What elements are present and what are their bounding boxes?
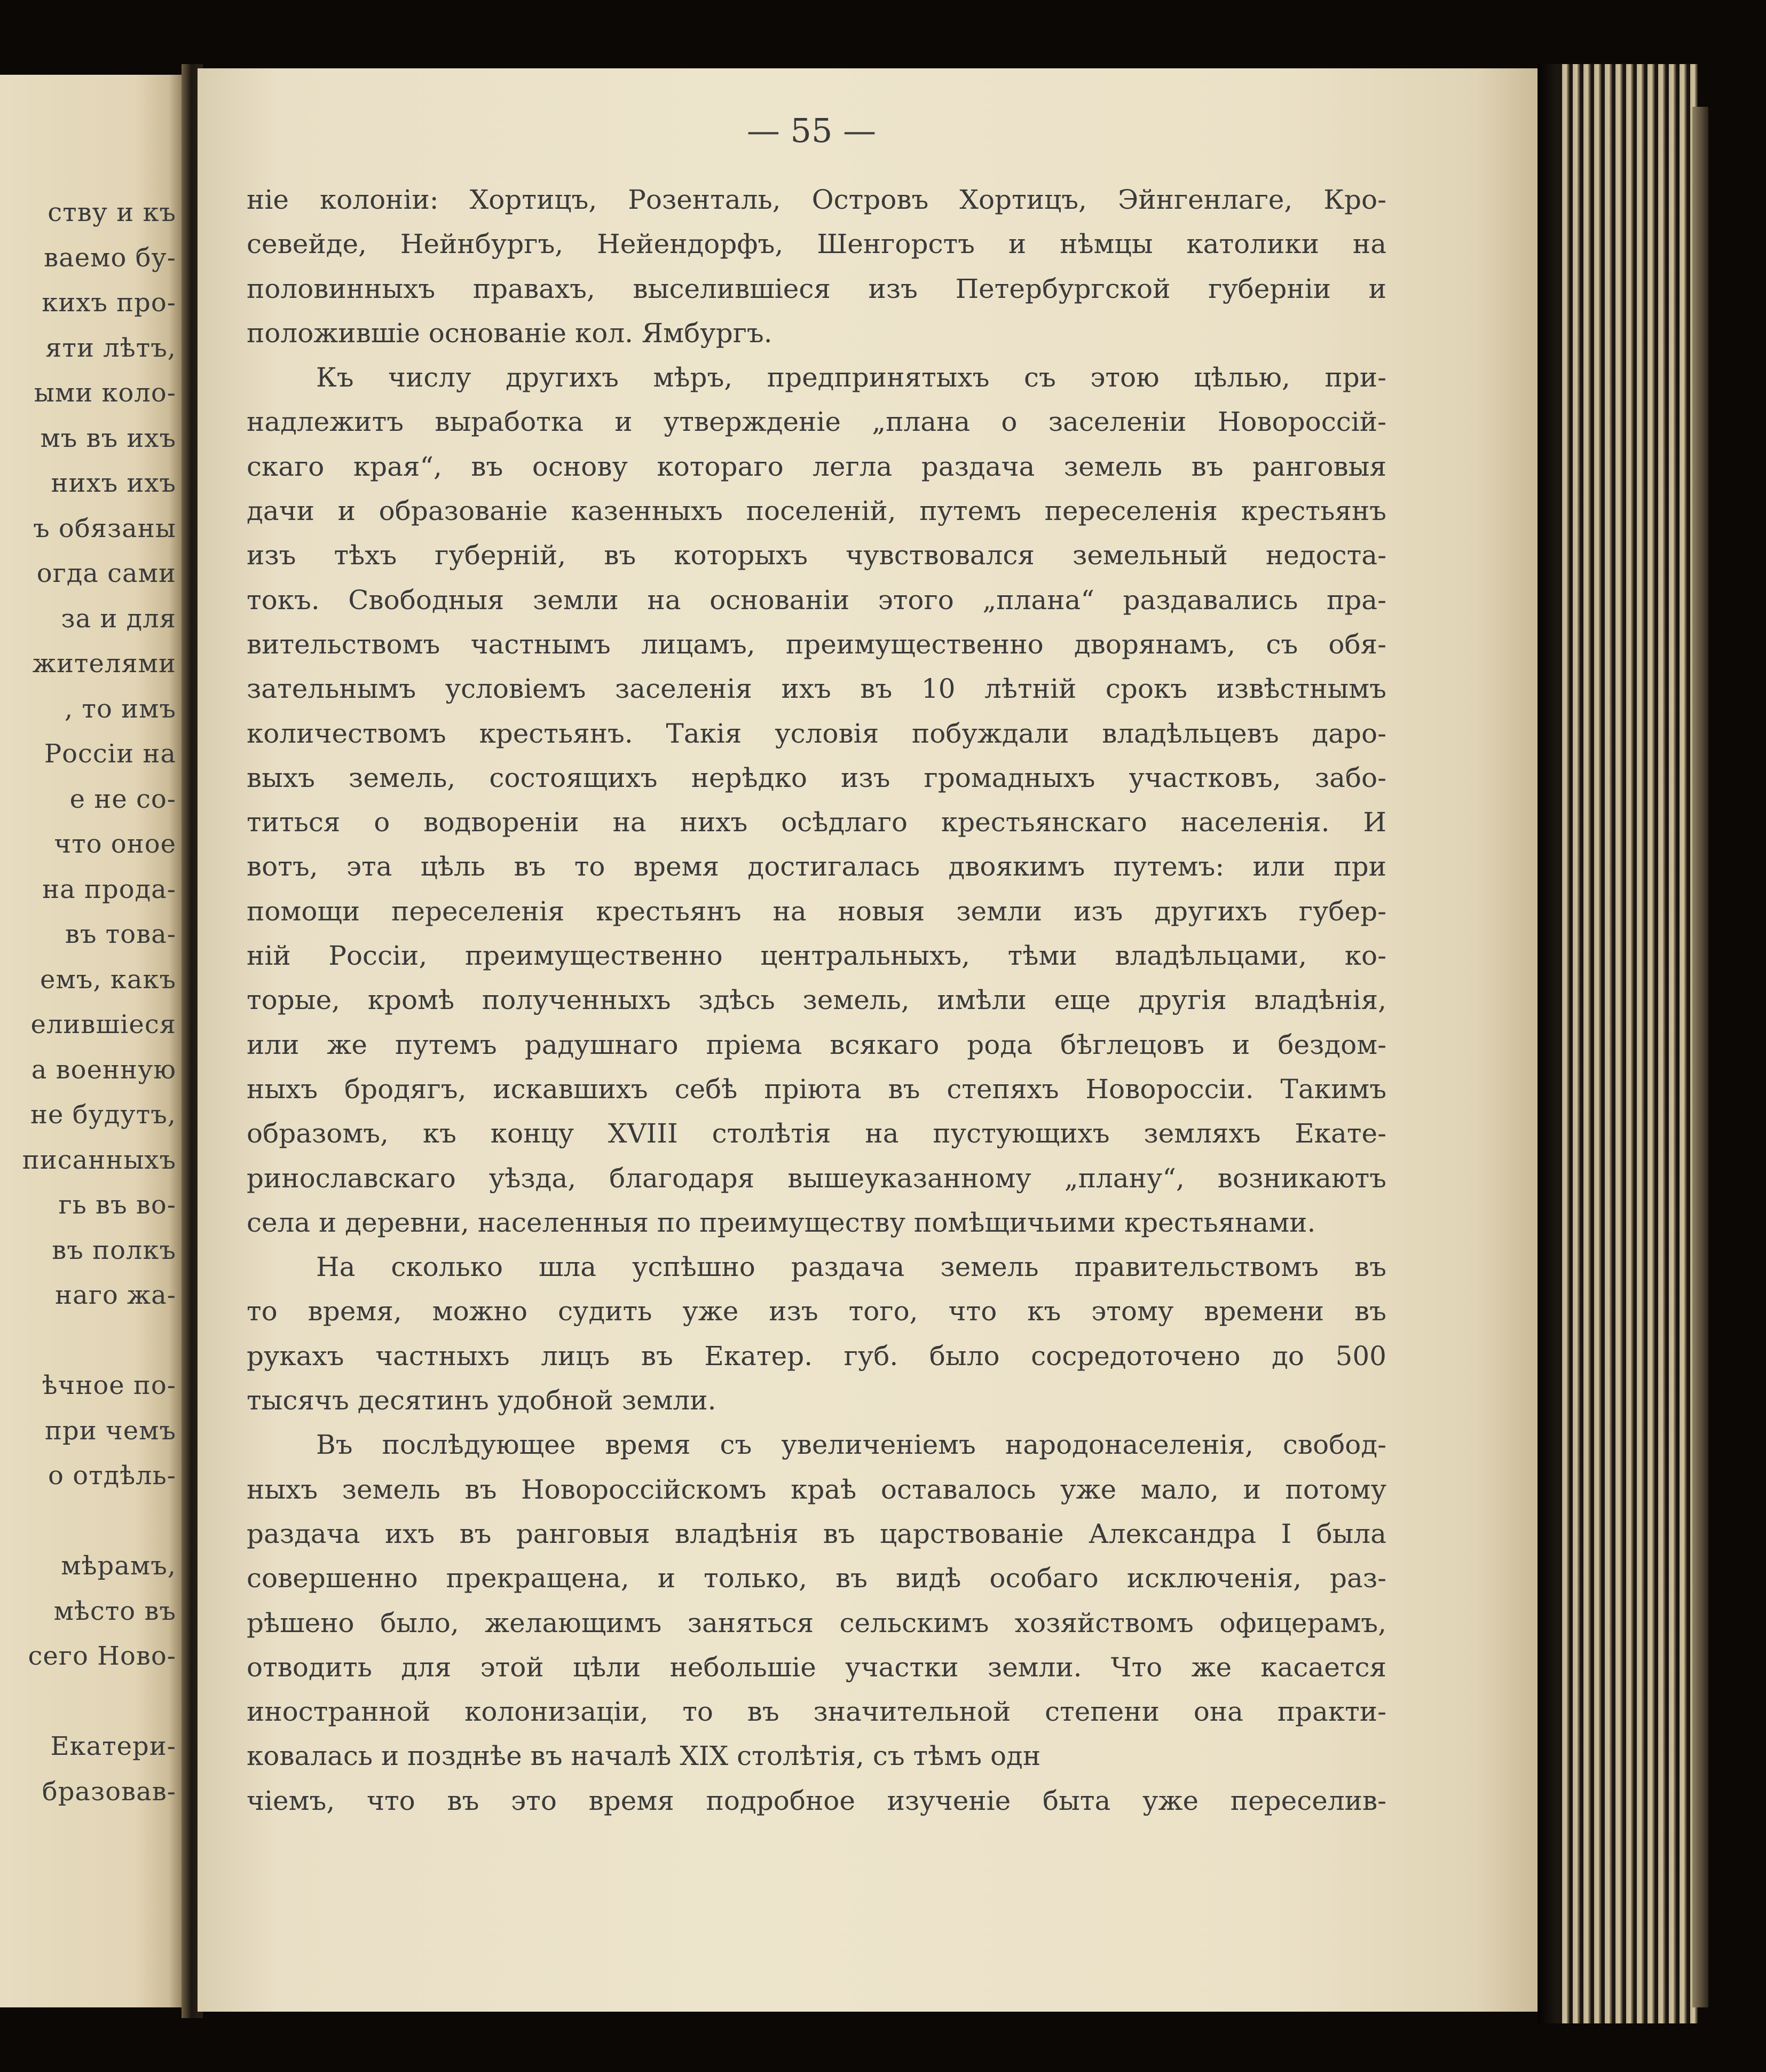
text-line: то время, можно судить уже изъ того, что къ этому времени въ bbox=[247, 1296, 1386, 1327]
text-line: выхъ земель, состоящихъ нерѣдко изъ громадныхъ участковъ, забо- bbox=[247, 762, 1386, 793]
text-line: половинныхъ правахъ, выселившіеся изъ Петербургской губерніи и bbox=[247, 273, 1386, 304]
text-line: иностранной колонизаціи, то въ значительной степени она практи- bbox=[247, 1696, 1386, 1728]
left-page-line: сего Ново- bbox=[28, 1641, 176, 1671]
text-line: токъ. Свободныя земли на основаніи этого „плана“ раздавались пра- bbox=[247, 584, 1386, 616]
left-page-line: а военную bbox=[31, 1054, 176, 1085]
left-page-line: елившіеся bbox=[30, 1010, 176, 1039]
left-page-line: мѣрамъ, bbox=[61, 1551, 176, 1581]
text-line: помощи переселенія крестьянъ на новыя земли изъ другихъ губер- bbox=[247, 895, 1386, 927]
text-line: ніе колоніи: Хортицъ, Розенталь, Островъ Хортицъ, Эйнгенлаге, Кро- bbox=[247, 184, 1386, 215]
text-line: скаго края“, въ основу котораго легла раздача земель въ ранговыя bbox=[247, 451, 1386, 482]
left-page-line: въ това- bbox=[65, 919, 176, 949]
main-page bbox=[198, 68, 1543, 2012]
text-line: рѣшено было, желающимъ заняться сельскимъ хозяйствомъ офицерамъ, bbox=[247, 1607, 1386, 1638]
text-line: дачи и образованіе казенныхъ поселеній, путемъ переселенія крестьянъ bbox=[247, 495, 1386, 527]
left-page-line: за и для bbox=[61, 603, 176, 634]
text-line: совершенно прекращена, и только, въ видѣ особаго исключенія, раз- bbox=[247, 1563, 1386, 1594]
text-line: ринославскаго уѣзда, благодаря вышеуказанному „плану“, возникаютъ bbox=[247, 1162, 1386, 1194]
left-page-line: ыми коло- bbox=[34, 378, 176, 408]
text-line: ковалась и позднѣе въ началѣ XIX столѣтія, съ тѣмъ одн bbox=[247, 1740, 1041, 1772]
left-page-line: огда сами bbox=[36, 558, 176, 588]
left-page-line: Россіи на bbox=[44, 739, 176, 769]
left-page-line: е не со- bbox=[69, 784, 176, 814]
text-line: раздача ихъ въ ранговыя владѣнія въ царствованіе Александра I была bbox=[247, 1518, 1386, 1549]
left-page-line: Екатери- bbox=[50, 1731, 176, 1761]
left-page-line: ваемо бу- bbox=[44, 242, 176, 273]
left-page-line: на прода- bbox=[42, 874, 176, 904]
text-line: села и деревни, населенныя по преимуществу помѣщичьими крестьянами. bbox=[247, 1207, 1316, 1238]
page-stack-shadow bbox=[1538, 64, 1559, 2023]
left-page-line: что оное bbox=[54, 829, 176, 859]
left-page-line: наго жа- bbox=[55, 1280, 176, 1310]
text-line: рукахъ частныхъ лицъ въ Екатер. губ. было сосредоточено до 500 bbox=[247, 1340, 1386, 1372]
text-line: Въ послѣдующее время съ увеличеніемъ народонаселенія, свобод- bbox=[316, 1429, 1386, 1461]
left-page-line: яти лѣтъ, bbox=[45, 333, 176, 363]
text-line: титься о водвореніи на нихъ осѣдлаго крестьянскаго населенія. И bbox=[247, 807, 1386, 838]
left-page-line: нихъ ихъ bbox=[51, 468, 176, 498]
body-text bbox=[247, 178, 1386, 1823]
page-number: — 55 — bbox=[746, 111, 877, 150]
left-page-line: въ полкъ bbox=[52, 1235, 176, 1265]
left-page-line: мѣсто въ bbox=[53, 1596, 176, 1626]
text-line: изъ тѣхъ губерній, въ которыхъ чувствовался земельный недоста- bbox=[247, 540, 1386, 571]
text-line: ныхъ земель въ Новороссійскомъ краѣ оставалось уже мало, и потому bbox=[247, 1474, 1386, 1505]
text-line: вительствомъ частнымъ лицамъ, преимущественно дворянамъ, съ обя- bbox=[247, 628, 1386, 660]
text-line: торые, кромѣ полученныхъ здѣсь земель, имѣли еще другія владѣнія, bbox=[247, 984, 1386, 1016]
text-line: севейде, Нейнбургъ, Нейендорфъ, Шенгорстъ и нѣмцы католики на bbox=[247, 229, 1386, 260]
left-page-line: , то имъ bbox=[64, 694, 176, 724]
text-line: надлежитъ выработка и утвержденіе „плана о заселеніи Новороссій- bbox=[247, 406, 1386, 438]
left-page-line: при чемъ bbox=[45, 1415, 176, 1446]
left-page-line: не будутъ, bbox=[30, 1100, 176, 1130]
text-line: На сколько шла успѣшно раздача земель правительствомъ въ bbox=[316, 1251, 1386, 1283]
text-line: чіемъ, что въ это время подробное изученіе быта уже переселив- bbox=[247, 1785, 1386, 1816]
left-page-line: писанныхъ bbox=[22, 1145, 176, 1175]
text-line: ній Россіи, преимущественно центральныхъ, тѣми владѣльцами, ко- bbox=[247, 940, 1386, 972]
text-line: отводить для этой цѣли небольшіе участки земли. Что же касается bbox=[247, 1651, 1386, 1683]
left-page-line: ѣчное по- bbox=[42, 1370, 176, 1400]
page-stack-edges bbox=[1538, 64, 1698, 2023]
page-stack-end bbox=[1692, 107, 1708, 2007]
text-line: тысячъ десятинъ удобной земли. bbox=[247, 1385, 716, 1416]
text-line: количествомъ крестьянъ. Такія условія побуждали владѣльцевъ даро- bbox=[247, 718, 1386, 749]
text-line: Къ числу другихъ мѣръ, предпринятыхъ съ этою цѣлью, при- bbox=[316, 362, 1386, 393]
left-page-line: жителями bbox=[32, 649, 176, 679]
left-page-line: кихъ про- bbox=[42, 288, 176, 318]
text-line: ныхъ бродягъ, искавшихъ себѣ пріюта въ степяхъ Новороссіи. Такимъ bbox=[247, 1073, 1386, 1105]
left-page bbox=[0, 75, 192, 2007]
text-line: зательнымъ условіемъ заселенія ихъ въ 10 лѣтній срокъ извѣстнымъ bbox=[247, 673, 1386, 705]
left-page-line: ъ обязаны bbox=[33, 513, 176, 543]
left-page-line: ству и къ bbox=[48, 198, 176, 227]
text-line: положившіе основаніе кол. Ямбургъ. bbox=[247, 317, 772, 349]
left-page-line: емъ, какъ bbox=[40, 964, 176, 995]
left-page-line: гь въ во- bbox=[58, 1190, 176, 1220]
left-page-line: о отдѣль- bbox=[48, 1461, 176, 1491]
text-line: или же путемъ радушнаго пріема всякаго рода бѣглецовъ и бездом- bbox=[247, 1029, 1386, 1060]
text-line: вотъ, эта цѣль въ то время достигалась двоякимъ путемъ: или при bbox=[247, 851, 1386, 883]
left-page-line: мъ въ ихъ bbox=[40, 423, 176, 453]
text-line: образомъ, къ концу XVIII столѣтія на пустующихъ земляхъ Екате- bbox=[247, 1118, 1386, 1149]
left-page-line: бразовав- bbox=[42, 1776, 176, 1807]
